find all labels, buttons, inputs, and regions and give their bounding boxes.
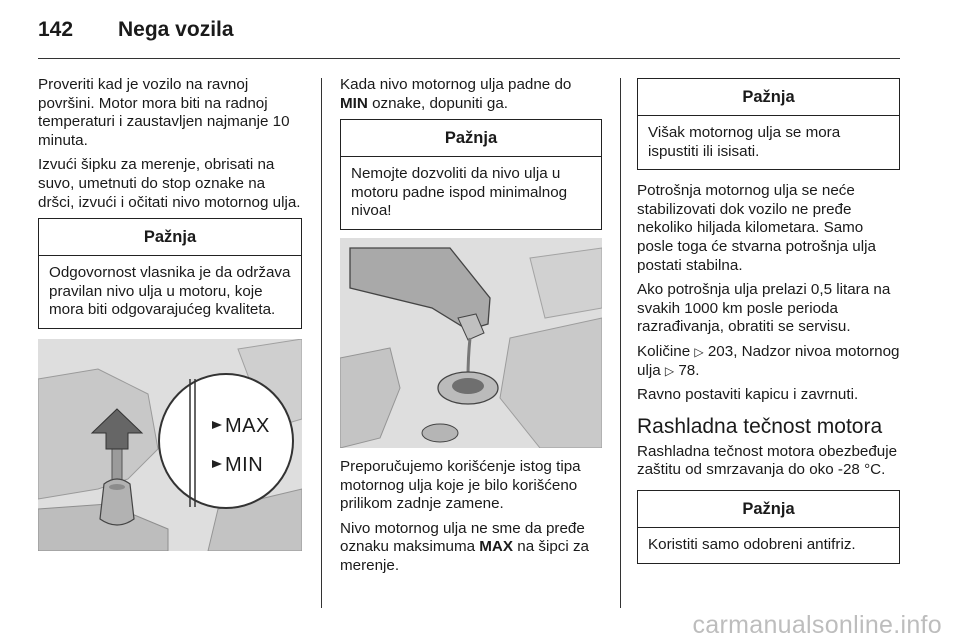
min-label: MIN [225, 453, 264, 476]
paragraph: Izvući šipku za merenje, obrisati na suvo, umetnuti do stop oznake na dršci, izvući i očitati nivo motornog ulja. [38, 156, 301, 211]
text-fragment: na šipci za merenje. [340, 538, 590, 574]
notice-box [637, 490, 900, 564]
oil-filling-drawing [340, 238, 602, 448]
header-rule [38, 58, 900, 59]
notice-box [340, 119, 602, 230]
dipstick-drawing [38, 339, 302, 551]
notice-title: Pažnja [341, 120, 601, 157]
text-fragment: 78. [674, 361, 700, 379]
oil-filling-illustration [340, 238, 602, 448]
notice-box [637, 78, 900, 170]
notice-title: Pažnja [638, 491, 899, 528]
max-label: MAX [225, 414, 270, 437]
notice-box [38, 218, 302, 329]
notice-text: Višak motornog ulja se mora ispustiti ili isisati. [648, 124, 841, 160]
notice-title: Pažnja [638, 79, 899, 116]
dipstick-illustration [38, 339, 302, 551]
paragraph: Ravno postaviti kapicu i zavrnuti. [637, 386, 859, 404]
column-divider-1 [321, 78, 322, 608]
text-fragment: Kada nivo motornog ulja padne do [340, 76, 572, 93]
page-header [38, 18, 900, 60]
min-mark: MIN [340, 94, 368, 112]
text-fragment: Nivo motornog ulja ne sme da pređe oznaku maksimuma [340, 519, 585, 556]
text-fragment: 203, Nadzor nivoa motornog ulja [637, 342, 900, 379]
column-divider-2 [620, 78, 621, 608]
watermark: carmanualsonline.info [692, 611, 942, 639]
notice-text: Nemojte dozvoliti da nivo ulja u motoru padne ispod minimalnog nivoa! [351, 165, 568, 220]
column-3 [637, 76, 900, 572]
paragraph [637, 343, 900, 380]
paragraph [340, 76, 602, 113]
page-title: Nega vozila [118, 18, 234, 41]
column-1 [38, 76, 302, 561]
column-2 [340, 76, 602, 582]
page-reference-icon: ▷ [694, 344, 704, 359]
section-heading: Rashladna tečnost motora [637, 414, 883, 438]
paragraph: Proveriti kad je vozilo na ravnoj površini. Motor mora biti na radnoj temperaturi i zaustavljen najmanje 10 minuta. [38, 76, 290, 149]
text-fragment: Količine [637, 342, 695, 360]
notice-text: Koristiti samo odobreni antifriz. [648, 535, 856, 553]
page-number: 142 [38, 18, 74, 41]
text-fragment: oznake, dopuniti ga. [367, 94, 509, 112]
paragraph: Rashladna tečnost motora obezbeđuje zaštitu od smrzavanja do oko -28 °C. [637, 442, 898, 479]
paragraph: Ako potrošnja ulja prelazi 0,5 litara na svakih 1000 km posle perioda razrađivanja, obratiti se servisu. [637, 281, 891, 336]
notice-text: Odgovornost vlasnika je da održava pravilan nivo ulja u motoru, koje mora biti odgovarajućeg kvaliteta. [49, 264, 291, 319]
paragraph: Potrošnja motornog ulja se neće stabilizovati dok vozilo ne pređe nekoliko hiljada kilometara. Samo posle toga će stvarna potrošnja ulja postati stabilna. [637, 182, 876, 274]
paragraph: Preporučujemo korišćenje istog tipa motornog ulja koje je bilo korišćeno prilikom zadnje zamene. [340, 457, 581, 513]
max-mark: MAX [479, 538, 514, 556]
notice-title: Pažnja [39, 219, 301, 256]
page-reference-icon: ▷ [664, 363, 675, 378]
paragraph [340, 520, 602, 576]
